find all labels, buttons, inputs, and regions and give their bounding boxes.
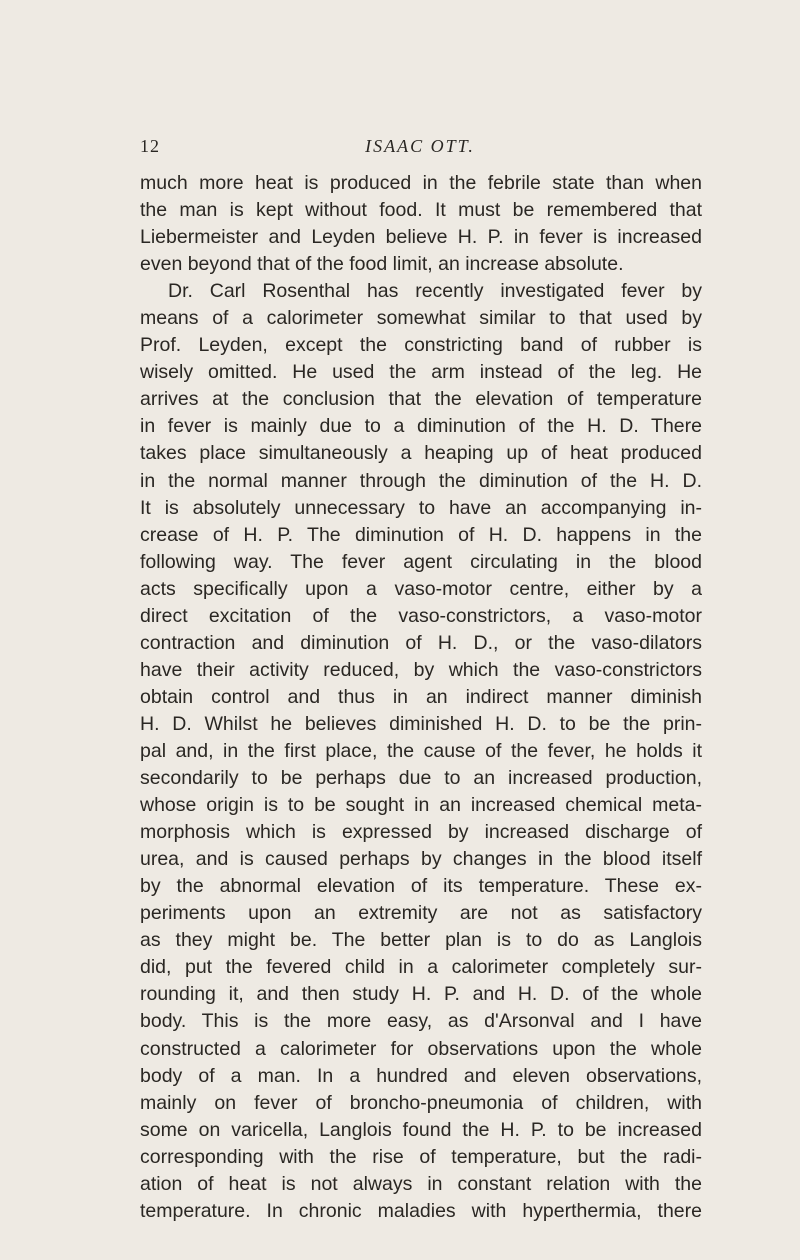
text-line: It is absolutely unnecessary to have an accompanying in- bbox=[140, 496, 702, 519]
text-line: urea, and is caused perhaps by changes in the blood itself bbox=[140, 848, 702, 871]
text-line: Dr. Carl Rosenthal has recently investigated fever by bbox=[168, 280, 702, 303]
text-line: whose origin is to be sought in an increased chemical meta- bbox=[140, 794, 702, 817]
text-line: corresponding with the rise of temperature, but the radi- bbox=[140, 1145, 702, 1168]
text-line: crease of H. P. The diminution of H. D. happens in the bbox=[140, 523, 702, 546]
text-line: direct excitation of the vaso-constrictors, a vaso-motor bbox=[140, 604, 702, 627]
text-line: even beyond that of the food limit, an increase absolute. bbox=[140, 253, 624, 276]
text-line: much more heat is produced in the febrile state than when bbox=[140, 172, 702, 194]
text-line: wisely omitted. He used the arm instead of the leg. He bbox=[140, 361, 702, 384]
text-line: rounding it, and then study H. P. and H. D. of the whole bbox=[140, 983, 702, 1006]
text-line: did, put the fevered child in a calorimeter completely sur- bbox=[140, 956, 702, 979]
text-line: morphosis which is expressed by increased discharge of bbox=[140, 821, 702, 844]
text-line: pal and, in the first place, the cause of the fever, he holds it bbox=[140, 739, 702, 762]
text-line: body of a man. In a hundred and eleven observations, bbox=[140, 1064, 702, 1087]
text-line: as they might be. The better plan is to do as Langlois bbox=[140, 929, 702, 952]
text-line: in fever is mainly due to a diminution of the H. D. There bbox=[140, 415, 702, 438]
text-line: obtain control and thus in an indirect manner diminish bbox=[140, 685, 702, 708]
text-line: H. D. Whilst he believes diminished H. D. to be the prin- bbox=[140, 712, 702, 735]
text-line: takes place simultaneously a heaping up of heat produced bbox=[140, 442, 702, 465]
text-line: mainly on fever of broncho-pneumonia of children, with bbox=[140, 1091, 702, 1114]
text-line: the man is kept without food. It must be remembered that bbox=[140, 199, 702, 222]
text-line: contraction and diminution of H. D., or the vaso-dilators bbox=[140, 631, 702, 654]
text-line: by the abnormal elevation of its temperature. These ex- bbox=[140, 875, 702, 898]
text-line: arrives at the conclusion that the elevation of temperature bbox=[140, 388, 702, 411]
page-number: 12 bbox=[140, 136, 160, 156]
text-line: in the normal manner through the diminution of the H. D. bbox=[140, 469, 702, 492]
text-line: body. This is the more easy, as d'Arsonval and I have bbox=[140, 1010, 702, 1033]
text-line: constructed a calorimeter for observations upon the whole bbox=[140, 1037, 702, 1060]
text-line: secondarily to be perhaps due to an increased production, bbox=[140, 767, 702, 790]
body-text bbox=[140, 170, 702, 1225]
text-line: periments upon an extremity are not as satisfactory bbox=[140, 902, 702, 925]
text-line: ation of heat is not always in constant relation with the bbox=[140, 1172, 702, 1195]
text-line: means of a calorimeter somewhat similar to that used by bbox=[140, 307, 702, 330]
text-line: some on varicella, Langlois found the H. P. to be increased bbox=[140, 1118, 702, 1141]
text-line: have their activity reduced, by which the vaso-constrictors bbox=[140, 658, 702, 681]
running-title: ISAAC OTT. bbox=[365, 136, 475, 156]
text-line: Liebermeister and Leyden believe H. P. in fever is increased bbox=[140, 226, 702, 249]
text-line: following way. The fever agent circulating in the blood bbox=[140, 550, 702, 573]
text-line: temperature. In chronic maladies with hyperthermia, there bbox=[140, 1199, 702, 1222]
text-line: Prof. Leyden, except the constricting band of rubber is bbox=[140, 334, 702, 357]
text-line: acts specifically upon a vaso-motor centre, either by a bbox=[140, 577, 702, 600]
running-head bbox=[140, 136, 700, 160]
